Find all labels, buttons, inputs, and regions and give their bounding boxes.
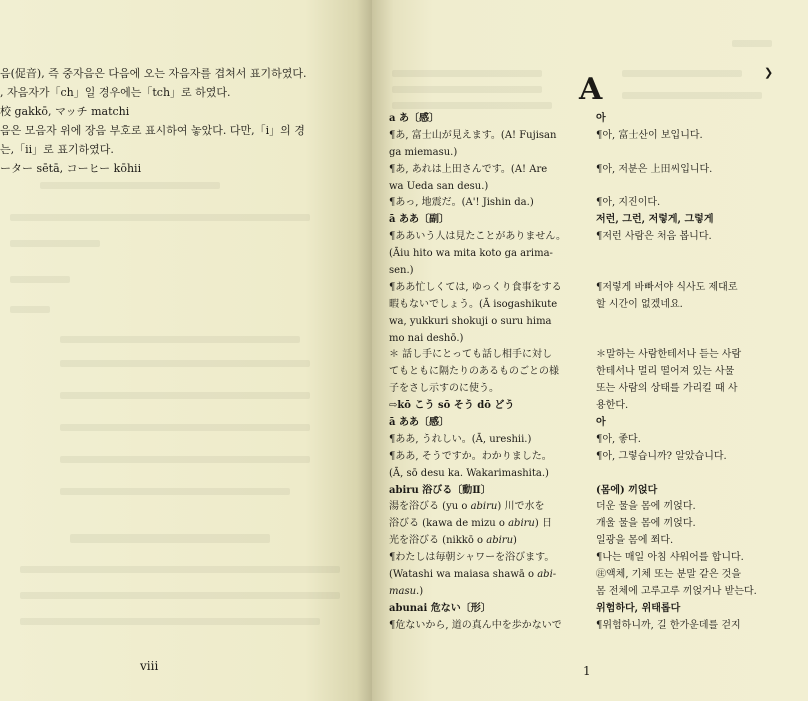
entry-line-japanese-text: 浴びる (kawa de mizu o <box>389 518 509 530</box>
entry-line-japanese <box>389 466 589 483</box>
entry-line-korean <box>596 381 806 398</box>
entry-line-korean-text: ¶아, 지진이다. <box>596 197 661 209</box>
entry-line-japanese <box>389 601 589 618</box>
entry-line-korean-text: ¶위험하니까, 길 한가운데를 걷지 <box>596 619 741 631</box>
intro-line: 는,「ii」로 표기하였다. <box>0 143 114 156</box>
entry-line-japanese <box>389 550 589 567</box>
entry-line-japanese <box>389 499 589 516</box>
entry-line-korean-text: 더운 물을 몸에 끼얹다. <box>596 501 696 513</box>
entry-line-korean <box>596 584 806 601</box>
entry-line-japanese-text: ¶わたしは毎朝シャワーを浴びます。 <box>389 552 555 564</box>
entry-line-japanese-text: ā ああ〔副〕 <box>389 214 449 226</box>
entry-line-korean-text: ¶아, 富士산이 보입니다. <box>596 129 703 141</box>
intro-line: 음은 모음자 위에 장음 부호로 표시하여 놓았다. 다만,「i」의 경 <box>0 124 305 137</box>
entry-line-japanese <box>389 128 589 145</box>
entry-line-korean-text: ＊말하는 사람한테서나 듣는 사람 <box>596 349 742 361</box>
entry-line-japanese-text: ga miemasu.) <box>389 146 458 158</box>
entry-line-japanese <box>389 516 589 533</box>
entry-line-japanese-text: (Āiu hito wa mita koto ga arima- <box>389 248 553 260</box>
entry-line-japanese-text: abiru 浴びる〔動Ⅱ〕 <box>389 484 491 496</box>
section-letter: A <box>579 72 603 107</box>
entry-line-korean-text: 한테서나 멀리 떨어져 있는 사물 <box>596 366 735 378</box>
entry-line-japanese-text: a あ〔感〕 <box>389 113 439 124</box>
entry-line-korean-text: 위험하다, 위태롭다 <box>596 602 681 614</box>
entry-line-korean <box>596 128 806 145</box>
entry-line-korean <box>596 162 806 179</box>
entry-line-korean-text: 아 <box>596 417 606 429</box>
entry-line-japanese <box>389 584 589 601</box>
entry-line-japanese-text: abiru <box>470 501 498 513</box>
entry-line-korean-text: 용한다. <box>596 400 629 412</box>
entry-line-korean <box>596 601 806 618</box>
entry-line-japanese <box>389 415 589 432</box>
entry-line-japanese-text: (Ā, sō desu ka. Wakarimashita.) <box>389 467 549 479</box>
japanese-entries-column <box>389 111 589 635</box>
entry-line-japanese-text: ¶ああいう人は見たことがありません。 <box>389 231 566 243</box>
entry-line-japanese <box>389 280 589 297</box>
entry-line-korean-text: 아 <box>596 113 606 124</box>
entry-line-japanese-text: ¶あ, あれは上田さんです。(A! Are <box>389 163 548 175</box>
entry-line-korean <box>596 449 806 466</box>
entry-line-japanese <box>389 533 589 550</box>
entry-line-korean <box>596 331 806 348</box>
entry-line-japanese <box>389 297 589 314</box>
entry-line-korean <box>596 314 806 331</box>
entry-line-japanese <box>389 364 589 381</box>
entry-line-korean <box>596 466 806 483</box>
entry-line-korean <box>596 179 806 196</box>
intro-line: ーター sētā, コーヒー kōhii <box>0 162 142 175</box>
entry-line-japanese-text: てもともに隔たりのあるものごとの様 <box>389 366 559 378</box>
entry-line-japanese-text: abunai 危ない〔形〕 <box>389 602 491 614</box>
entry-line-korean <box>596 364 806 381</box>
entry-line-japanese <box>389 449 589 466</box>
entry-line-korean-text: ¶아, 그렇습니까? 알았습니다. <box>596 450 727 462</box>
entry-line-japanese-text: 湯を浴びる (yu o <box>389 501 471 513</box>
entry-line-korean <box>596 415 806 432</box>
entry-line-japanese <box>389 398 589 415</box>
korean-translations-column <box>596 111 806 635</box>
entry-line-korean-text: ¶아, 저분은 上田씨입니다. <box>596 163 713 175</box>
entry-line-japanese-text: ¶危ないから, 道の真ん中を歩かないで <box>389 619 562 631</box>
intro-line: 校 gakkō, マッチ matchi <box>0 105 130 118</box>
entry-line-japanese-text: wa, yukkuri shokuji o suru hima <box>389 315 552 327</box>
entry-line-korean <box>596 516 806 533</box>
left-page <box>0 0 372 701</box>
entry-line-korean <box>596 246 806 263</box>
entry-line-japanese-text: ¶ああ, うれしい。(Ā, ureshii.) <box>389 433 532 445</box>
entry-line-japanese-text: ⇨kō こう sō そう dō どう <box>389 400 515 412</box>
entry-line-korean-text: ㊟액체, 기체 또는 분말 같은 것을 <box>596 569 741 581</box>
entry-line-korean <box>596 263 806 280</box>
entry-line-japanese <box>389 483 589 500</box>
entry-line-japanese <box>389 618 589 635</box>
entry-line-japanese <box>389 347 589 364</box>
entry-line-japanese <box>389 263 589 280</box>
page-number-right: 1 <box>583 664 591 678</box>
entry-line-korean-text: (몸에) 끼얹다 <box>596 484 658 496</box>
entry-line-korean-text: ¶저런 사람은 처음 봅니다. <box>596 231 712 243</box>
entry-line-korean <box>596 567 806 584</box>
entry-line-korean <box>596 432 806 449</box>
entry-line-korean <box>596 483 806 500</box>
entry-line-japanese-text: (Watashi wa maiasa shawā o <box>389 569 538 581</box>
entry-line-japanese-text: ¶ああ, そうですか。わかりました。 <box>389 450 552 462</box>
entry-line-korean-text: 저런, 그런, 저렇게, 그렇게 <box>596 214 714 226</box>
entry-line-korean <box>596 347 806 364</box>
entry-line-japanese-text: ) 日 <box>534 518 552 530</box>
entry-line-korean <box>596 499 806 516</box>
entry-line-japanese-text: abiru <box>508 518 535 530</box>
entry-line-japanese-text: 子をさし示すのに使う。 <box>389 383 499 395</box>
entry-line-japanese-text: ) <box>419 585 424 597</box>
entry-line-japanese-text: ¶ああ忙しくては, ゆっくり食事をする <box>389 281 562 293</box>
entry-line-japanese-text: 光を浴びる (nikkō o <box>389 535 487 547</box>
entry-line-korean-text: ¶아, 좋다. <box>596 433 641 445</box>
entry-line-korean <box>596 212 806 229</box>
entry-line-korean <box>596 111 806 128</box>
entry-line-korean-text: ¶나는 매일 아침 샤워어를 합니다. <box>596 552 744 564</box>
entry-line-japanese <box>389 111 589 128</box>
intro-line: 음(促音), 즉 중자음은 다음에 오는 자음자를 겹쳐서 표기하였다. <box>0 67 307 80</box>
entry-line-korean-text: 할 시간이 없겠네요. <box>596 298 683 310</box>
entry-line-japanese <box>389 162 589 179</box>
entry-line-korean-text: 개울 물을 몸에 끼얹다. <box>596 518 696 530</box>
entry-line-japanese <box>389 331 589 348</box>
entry-line-korean <box>596 533 806 550</box>
page-number-left: viii <box>140 659 159 673</box>
entry-line-japanese-text: ＊ 話し手にとっても話し相手に対し <box>389 349 552 361</box>
entry-line-korean-text: ¶저렇게 바빠서야 식사도 제대로 <box>596 281 738 293</box>
entry-line-korean <box>596 550 806 567</box>
entry-line-japanese-text: wa Ueda san desu.) <box>389 180 489 192</box>
entry-line-korean-text: 일광을 몸에 쬐다. <box>596 535 674 547</box>
entry-line-korean <box>596 145 806 162</box>
entry-line-japanese <box>389 314 589 331</box>
entry-line-japanese <box>389 432 589 449</box>
entry-line-japanese-text: mo nai deshō.) <box>389 332 464 344</box>
entry-line-japanese-text: abi- <box>537 569 557 581</box>
entry-line-japanese <box>389 567 589 584</box>
right-page <box>372 0 808 701</box>
entry-line-japanese <box>389 381 589 398</box>
entry-line-japanese <box>389 212 589 229</box>
introduction-text <box>0 64 370 178</box>
intro-line: , 자음자가「ch」일 경우에는「tch」로 하였다. <box>0 86 231 99</box>
entry-line-japanese-text: abiru <box>486 535 514 547</box>
entry-line-japanese-text: sen.) <box>389 265 414 277</box>
entry-line-korean <box>596 229 806 246</box>
entry-line-japanese <box>389 179 589 196</box>
entry-line-japanese-text: ) 川で水を <box>497 501 545 513</box>
entry-line-japanese <box>389 229 589 246</box>
entry-line-korean <box>596 280 806 297</box>
entry-line-japanese <box>389 246 589 263</box>
entry-line-japanese-text: ¶あっ, 地震だ。(A'! Jishin da.) <box>389 197 534 209</box>
entry-line-korean <box>596 195 806 212</box>
entry-line-japanese-text: ) <box>513 535 517 547</box>
entry-line-korean <box>596 398 806 415</box>
entry-line-korean-text: 몸 전체에 고루고루 끼얹거나 받는다. <box>596 585 757 597</box>
entry-line-japanese-text: masu. <box>389 585 420 597</box>
entry-line-japanese <box>389 195 589 212</box>
entry-line-japanese-text: ¶あ, 富士山が見えます。(A! Fujisan <box>389 129 557 141</box>
thumb-mark: ❯ <box>764 66 774 79</box>
entry-line-japanese-text: 暇もないでしょう。(Ā isogashikute <box>389 298 558 310</box>
entry-line-japanese-text: ā ああ〔感〕 <box>389 417 449 429</box>
entry-line-japanese <box>389 145 589 162</box>
entry-line-korean <box>596 618 806 635</box>
entry-line-korean <box>596 297 806 314</box>
entry-line-korean-text: 또는 사람의 상태를 가리킬 때 사 <box>596 383 738 395</box>
